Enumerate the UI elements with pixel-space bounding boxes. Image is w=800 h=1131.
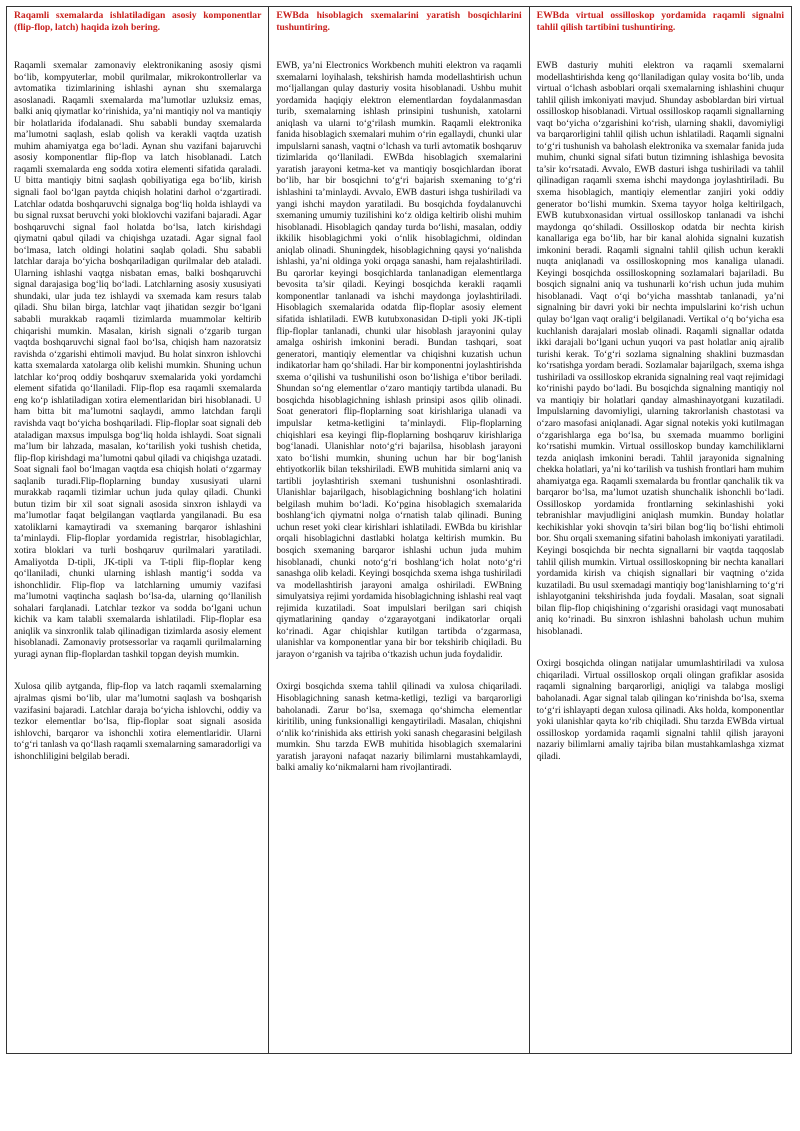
column-ewb-oscilloscope: [529, 7, 791, 1053]
paragraph: Xulosa qilib aytganda, flip-flop va latch raqamli sxemalarning ajralmas qismi bo‘lib, ular ma’lumotni saqlash va boshqarish vazifasini bajaradi. Latchlar daraja bo‘yicha ishlovchi, oddiy va tezkor elementlar bo‘lsa, flip-floplar soat signali asosida ishlovchi, barqaror va ishonchli xotira elementlaridir. Ularni to‘g‘ri tanlash va qo‘llash raqamli sxemalarning samaradorligi va ishonchliligini belgilab beradi.: [14, 682, 262, 762]
paragraph: Oxirgi bosqichda sxema tahlil qilinadi va xulosa chiqariladi. Hisoblagichning sanash ketma-ketligi, tezligi va barqarorligi baholanadi. Zarur bo‘lsa, sxemaga qo‘shimcha elementlar kiritilib, uning funksionalligi kengaytiriladi. Masalan, chiqishni o‘nlik ko‘rinishida aks ettirish yoki sanash chegarasini belgilash mumkin. Shu tarzda EWB muhitida hisoblagich sxemalarini yaratish jarayoni nafaqat nazariy bilimlarni mustahkamlaydi, balki amaliy ko‘nikmalarni ham rivojlantiradi.: [276, 682, 522, 774]
column-ewb-counter: [268, 7, 528, 1053]
column-heading: EWBda virtual ossilloskop yordamida raqamli signalni tahlil qilish tartibini tushuntiring.: [536, 10, 784, 33]
paragraph: EWB, ya’ni Electronics Workbench muhiti elektron va raqamli sxemalarni loyihalash, tekshirish hamda modellashtirish uchun mo‘ljallangan qulay dasturiy vosita hisoblanadi. Ushbu muhit yordamida haqiqiy elektron elementlardan foydalanmasdan turib, sxemalarning ishlash prinsipini tushunish, xatolarni aniqlash va ularni to‘g‘rilash mumkin. Raqamli elektronika fanida hisoblagich sxemalari muhim o‘rin egallaydi, chunki ular impulslarni sanash, vaqtni o‘lchash va turli avtomatik boshqaruv tizimlarida qo‘llaniladi. EWBda hisoblagich sxemalarini yaratish jarayoni ketma-ket va mantiqiy bosqichlardan iborat bo‘lib, har bir bosqichni to‘g‘ri bajarish sxemaning to‘g‘ri ishlashini ta’minlaydi. Avvalo, EWB dasturi ishga tushiriladi va yangi ishchi maydon yaratiladi. Bu bosqichda foydalanuvchi sxemaning umumiy tuzilishini ko‘z oldiga keltirib olishi muhim hisoblanadi. Hisoblagich qanday turda bo‘lishi, masalan, oddiy ikkilik hisoblagichmi yoki o‘nlik hisoblagichmi, oldindan aniqlab olinadi. Shuningdek, hisoblagichning qaysi yo‘nalishda ishlashi, ya’ni oldinga yoki orqaga sanashi, ham rejalashtiriladi. Bu qarorlar keyingi bosqichlarda tanlanadigan elementlarga bevosita ta’sir qiladi. Keyingi bosqichda kerakli raqamli komponentlar tanlanadi va ishchi maydonga joylashtiriladi. Hisoblagich sxemalarida odatda flip-floplar asosiy element sifatida ishlatiladi. EWB kutubxonasidan D-tipli yoki JK-tipli flip-floplar tanlanadi, chunki ular hisoblash jarayonini qulay amalga oshirish imkonini beradi. Bundan tashqari, soat generatori, mantiqiy elementlar va chiqishni kuzatish uchun indikatorlar ham qo‘shiladi. Har bir komponentni joylashtirishda sxema o‘qilishi va tushunilishi oson bo‘lishiga e’tibor beriladi. Shundan so‘ng elementlar o‘zaro mantiqiy tartibda ulanadi. Bu bosqichda hisoblagichning ishlash prinsipi asos qilib olinadi. Soat generatori flip-floplarning soat kirishlariga ulanadi va impulslar ketma-ketligini ta’minlaydi. Flip-floplarning chiqishlari esa keyingi flip-floplarning boshqaruv kirishlariga bog‘lanadi. Ulanishlar noto‘g‘ri bajarilsa, hisoblash jarayoni xato bo‘lishi mumkin, shuning uchun har bir bog‘lanish ehtiyotkorlik bilan tekshiriladi. EWB muhitida simlarni aniq va tartibli joylashtirish sxemani tushunishni osonlashtiradi. Ulanishlar bajarilgach, hisoblagichning boshlang‘ich holatini belgilash muhim bo‘ladi. Ko‘pgina hisoblagich sxemalarida boshlang‘ich qiymatni nolga o‘rnatish talab qilinadi. Buning uchun reset yoki clear kirishlari ishlatiladi. EWBda bu kirishlar orqali hisoblagichni dastlabki holatga keltirish mumkin. Bu bosqich sxemaning barqaror ishlashi uchun juda muhim hisoblanadi, chunki noto‘g‘ri boshlang‘ich holat noto‘g‘ri sanashga olib keladi. Keyingi bosqichda sxema ishga tushiriladi va modellashtirish jarayoni amalga oshiriladi. EWBning simulyatsiya rejimi yordamida hisoblagichning ishlashi real vaqt rejimida kuzatiladi. Soat impulslari berilgan sari chiqish qiymatlarining qanday o‘zgarayotgani indikatorlar orqali ko‘rinadi. Agar chiqishlar kutilgan tartibda o‘zgarmasa, ulanishlar va komponentlar yana bir bor tekshirib chiqiladi. Bu jarayon o‘rganish va tajriba o‘tkazish uchun juda foydalidir.: [276, 61, 522, 660]
paragraph: Raqamli sxemalar zamonaviy elektronikaning asosiy qismi bo‘lib, kompyuterlar, mobil qurilmalar, mikrokontrollerlar va avtomatika tizimlarining ishlashi aynan shu sxemalarga asoslanadi. Raqamli sxemalarda ma’lumotlar uzluksiz emas, balki aniq qiymatlar ko‘rinishida, ya’ni mantiqiy nol va mantiqiy bir holatlarida ifodalanadi. Shu sababli bunday sxemalarda ma’lumotni saqlash, eslab qolish va kerakli vaqtda uzatish muhim ahamiyatga ega bo‘ladi. Aynan shu vazifani bajaruvchi asosiy komponentlar flip-flop va latch hisoblanadi. Latch raqamli sxemalarda eng sodda xotira elementi sifatida qaraladi. U bitta mantiqiy bitni saqlash qobiliyatiga ega bo‘lib, kirish signali faol bo‘lgan paytda chiqish holatini darhol o‘zgartiradi. Latchlar odatda boshqaruvchi signalga bog‘liq holda ishlaydi va bu signal ruxsat beruvchi yoki bloklovchi vazifani bajaradi. Agar boshqaruvchi signal faol holatda bo‘lsa, latch kirishdagi qiymatni qabul qiladi va chiqishga uzatadi. Agar signal faol bo‘lmasa, latch oldingi holatini saqlab qoladi. Shu sababli latchlar daraja bo‘yicha boshqariladigan qurilmalar deb ataladi. Ularning ishlashi vaqtga nisbatan emas, balki boshqaruvchi signal darajasiga bog‘liq bo‘ladi. Latchlarning asosiy xususiyati shundaki, ular juda tez ishlaydi va sxemada kam resurs talab qiladi. Shu bilan birga, latchlar vaqt jihatidan sezgir bo‘lgani sababli murakkab raqamli tizimlarda muammolar keltirib chiqarishi mumkin. Masalan, kirish signali o‘zgarib turgan vaqtda boshqaruvchi signal faol bo‘lsa, chiqish ham nazoratsiz ravishda o‘zgarishi ehtimoli mavjud. Bu holat sinxron ishlovchi katta sxemalarda xatolarga olib kelishi mumkin. Shuning uchun latchlar ko‘proq oddiy boshqaruv sxemalarida yoki yordamchi element sifatida qo‘llaniladi. Flip-flop esa raqamli sxemalarda eng ko‘p ishlatiladigan xotira elementlaridan biri hisoblanadi. U ham bitta bit ma’lumotni saqlaydi, ammo latchdan farqli ravishda vaqt bo‘yicha boshqariladi. Flip-floplar soat signali deb ataladigan maxsus impulsga bog‘liq holda ishlaydi. Soat signali ma’lum bir lahzada, masalan, ko‘tarilish yoki tushish chetida, flip-flop kirishdagi ma’lumotni qabul qiladi va chiqishga uzatadi. Soat signali faol bo‘lmagan vaqtda esa chiqish holati o‘zgarmay saqlanib turadi.Flip-floplarning bunday xususiyati ularni murakkab raqamli tizimlar uchun juda qulay qiladi. Chunki butun tizim bir xil soat signali asosida sinxron ishlaydi va ma’lumotlar faqat belgilangan vaqtlarda yangilanadi. Bu esa xatoliklarni kamaytiradi va sxemaning barqaror ishlashini ta’minlaydi. Flip-floplar yordamida registrlar, hisoblagichlar, xotira bloklari va turli boshqaruv qurilmalari yaratiladi. Amaliyotda D-tipli, JK-tipli va T-tipli flip-floplar keng qo‘llaniladi, chunki ularning ishlash mantig‘i sodda va ishonchlidir. Flip-flop va latchlarning umumiy vazifasi ma’lumotni vaqtincha saqlash bo‘lsa-da, ularning qo‘llanilish sohalari farqlanadi. Latchlar tezkor va sodda bo‘lgani uchun kichik va kam talabli sxemalarda ishlatiladi. Flip-floplar esa aniqlik va sinxronlik talab qilinadigan tizimlarda asosiy element hisoblanadi. Zamonaviy protsessorlar va raqamli qurilmalarning yuragi aynan flip-floplardan tashkil topgan deyish mumkin.: [14, 61, 262, 660]
paragraph: EWB dasturiy muhiti elektron va raqamli sxemalarni modellashtirishda keng qo‘llaniladigan qulay vosita bo‘lib, unda virtual o‘lchash asboblari orqali sxemalarning ishlashini chuqur tahlil qilish imkoniyati mavjud. Shunday asboblardan biri virtual ossilloskop hisoblanadi. Virtual ossilloskop raqamli signallarning vaqt bo‘yicha o‘zgarishini ko‘rish, ularning shakli, davomiyligi va barqarorligini tahlil qilish uchun ishlatiladi. Raqamli signalni to‘g‘ri tushunish va baholash elektronika va sxemalar fanida juda muhim, chunki signal sifati butun tizimning ishlashiga bevosita ta’sir ko‘rsatadi. Avvalo, EWB dasturi ishga tushiriladi va tahlil qilinadigan raqamli sxema ishchi maydonga joylashtiriladi. Bu sxema hisoblagich, mantiqiy elementlar zanjiri yoki oddiy generator bo‘lishi mumkin. Sxema tayyor holga keltirilgach, EWB kutubxonasidan virtual ossilloskop tanlanadi va ishchi maydonga qo‘shiladi. Ossilloskop odatda bir nechta kirish kanallariga ega bo‘lib, har bir kanal alohida signalni kuzatish imkonini beradi. Raqamli signalni tahlil qilish uchun kerakli nuqta aniqlanadi va ossilloskopning mos kanaliga ulanadi. Keyingi bosqichda ossilloskopning sozlamalari bajariladi. Bu bosqich signalni aniq va tushunarli ko‘rish uchun juda muhim hisoblanadi. Vaqt o‘qi bo‘yicha masshtab tanlanadi, ya’ni signalning bir davri yoki bir nechta impulslarini ko‘rish uchun qulay bo‘lgan vaqt oralig‘i belgilanadi. Vertikal o‘q bo‘yicha esa kuchlanish darajalari moslab olinadi. Raqamli signallar odatda ikki darajali bo‘lgani uchun yuqori va past holatlar aniq ajralib turishi kerak. To‘g‘ri sozlama signalning shaklini buzmasdan ko‘rsatishga yordam beradi. Sozlamalar bajarilgach, sxema ishga tushiriladi va ossilloskop ekranida signalning real vaqt rejimidagi ko‘rinishi paydo bo‘ladi. Bu bosqichda signalning mantiqiy nol va mantiqiy bir holatlari qanday almashinayotgani kuzatiladi. Impulslarning davomiyligi, ularning takrorlanish chastotasi va o‘zaro masofasi aniqlanadi. Agar signal notekis yoki kutilmagan o‘zgarishlarga ega bo‘lsa, bu sxemada muammo borligini ko‘rsatishi mumkin. Virtual ossilloskop bunday kamchiliklarni tezda aniqlash imkonini beradi. Tahlil jarayonida signalning chekka holatlari, ya’ni ko‘tarilish va tushish frontlari ham muhim ahamiyatga ega. Raqamli sxemalarda bu frontlar qanchalik tik va barqaror bo‘lsa, ma’lumot uzatish shunchalik ishonchli bo‘ladi. Ossilloskop yordamida frontlarning sekinlashishi yoki tebranishlar mavjudligini aniqlash mumkin. Bunday holatlar kechikishlar yoki shovqin ta’siri bilan bog‘liq bo‘lishi ehtimoli bor. Shu orqali sxemaning sifatini baholash imkoniyati yaratiladi. Keyingi bosqichda bir nechta signallarni bir vaqtda taqqoslab tahlil qilish mumkin. Virtual ossilloskopning bir nechta kanallari yordamida kirish va chiqish signallari bir vaqtning o‘zida kuzatiladi. Bu usul sxemadagi mantiqiy bog‘lanishlarning to‘g‘ri ishlayotganini tekshirishda juda foydali. Masalan, soat signali bilan flip-flop chiqishining o‘zgarishi orasidagi vaqt munosabati aniq ko‘rinadi. Bu sinxron ishlashni baholash uchun muhim hisoblanadi.: [536, 61, 784, 637]
column-flip-flop-latch: [7, 7, 268, 1053]
column-heading: EWBda hisoblagich sxemalarini yaratish bosqichlarini tushuntiring.: [276, 10, 522, 33]
column-heading: Raqamli sxemalarda ishlatiladigan asosiy komponentlar (flip-flop, latch) haqida izoh bering.: [14, 10, 262, 33]
answer-table: [6, 6, 792, 1054]
paragraph: Oxirgi bosqichda olingan natijalar umumlashtiriladi va xulosa chiqariladi. Virtual ossilloskop orqali olingan grafiklar asosida raqamli signalning barqarorligi, aniqligi va talabga mosligi baholanadi. Agar signal talab qilingan ko‘rinishda bo‘lsa, sxema to‘g‘ri ishlayapti degan xulosa qilinadi. Aks holda, komponentlar yoki ulanishlar qayta ko‘rib chiqiladi. Shu tarzda EWBda virtual ossilloskop yordamida raqamli signalni tahlil qilish jarayoni nazariy bilimlarni amaliy tajriba bilan mustahkamlashga xizmat qiladi.: [536, 659, 784, 762]
